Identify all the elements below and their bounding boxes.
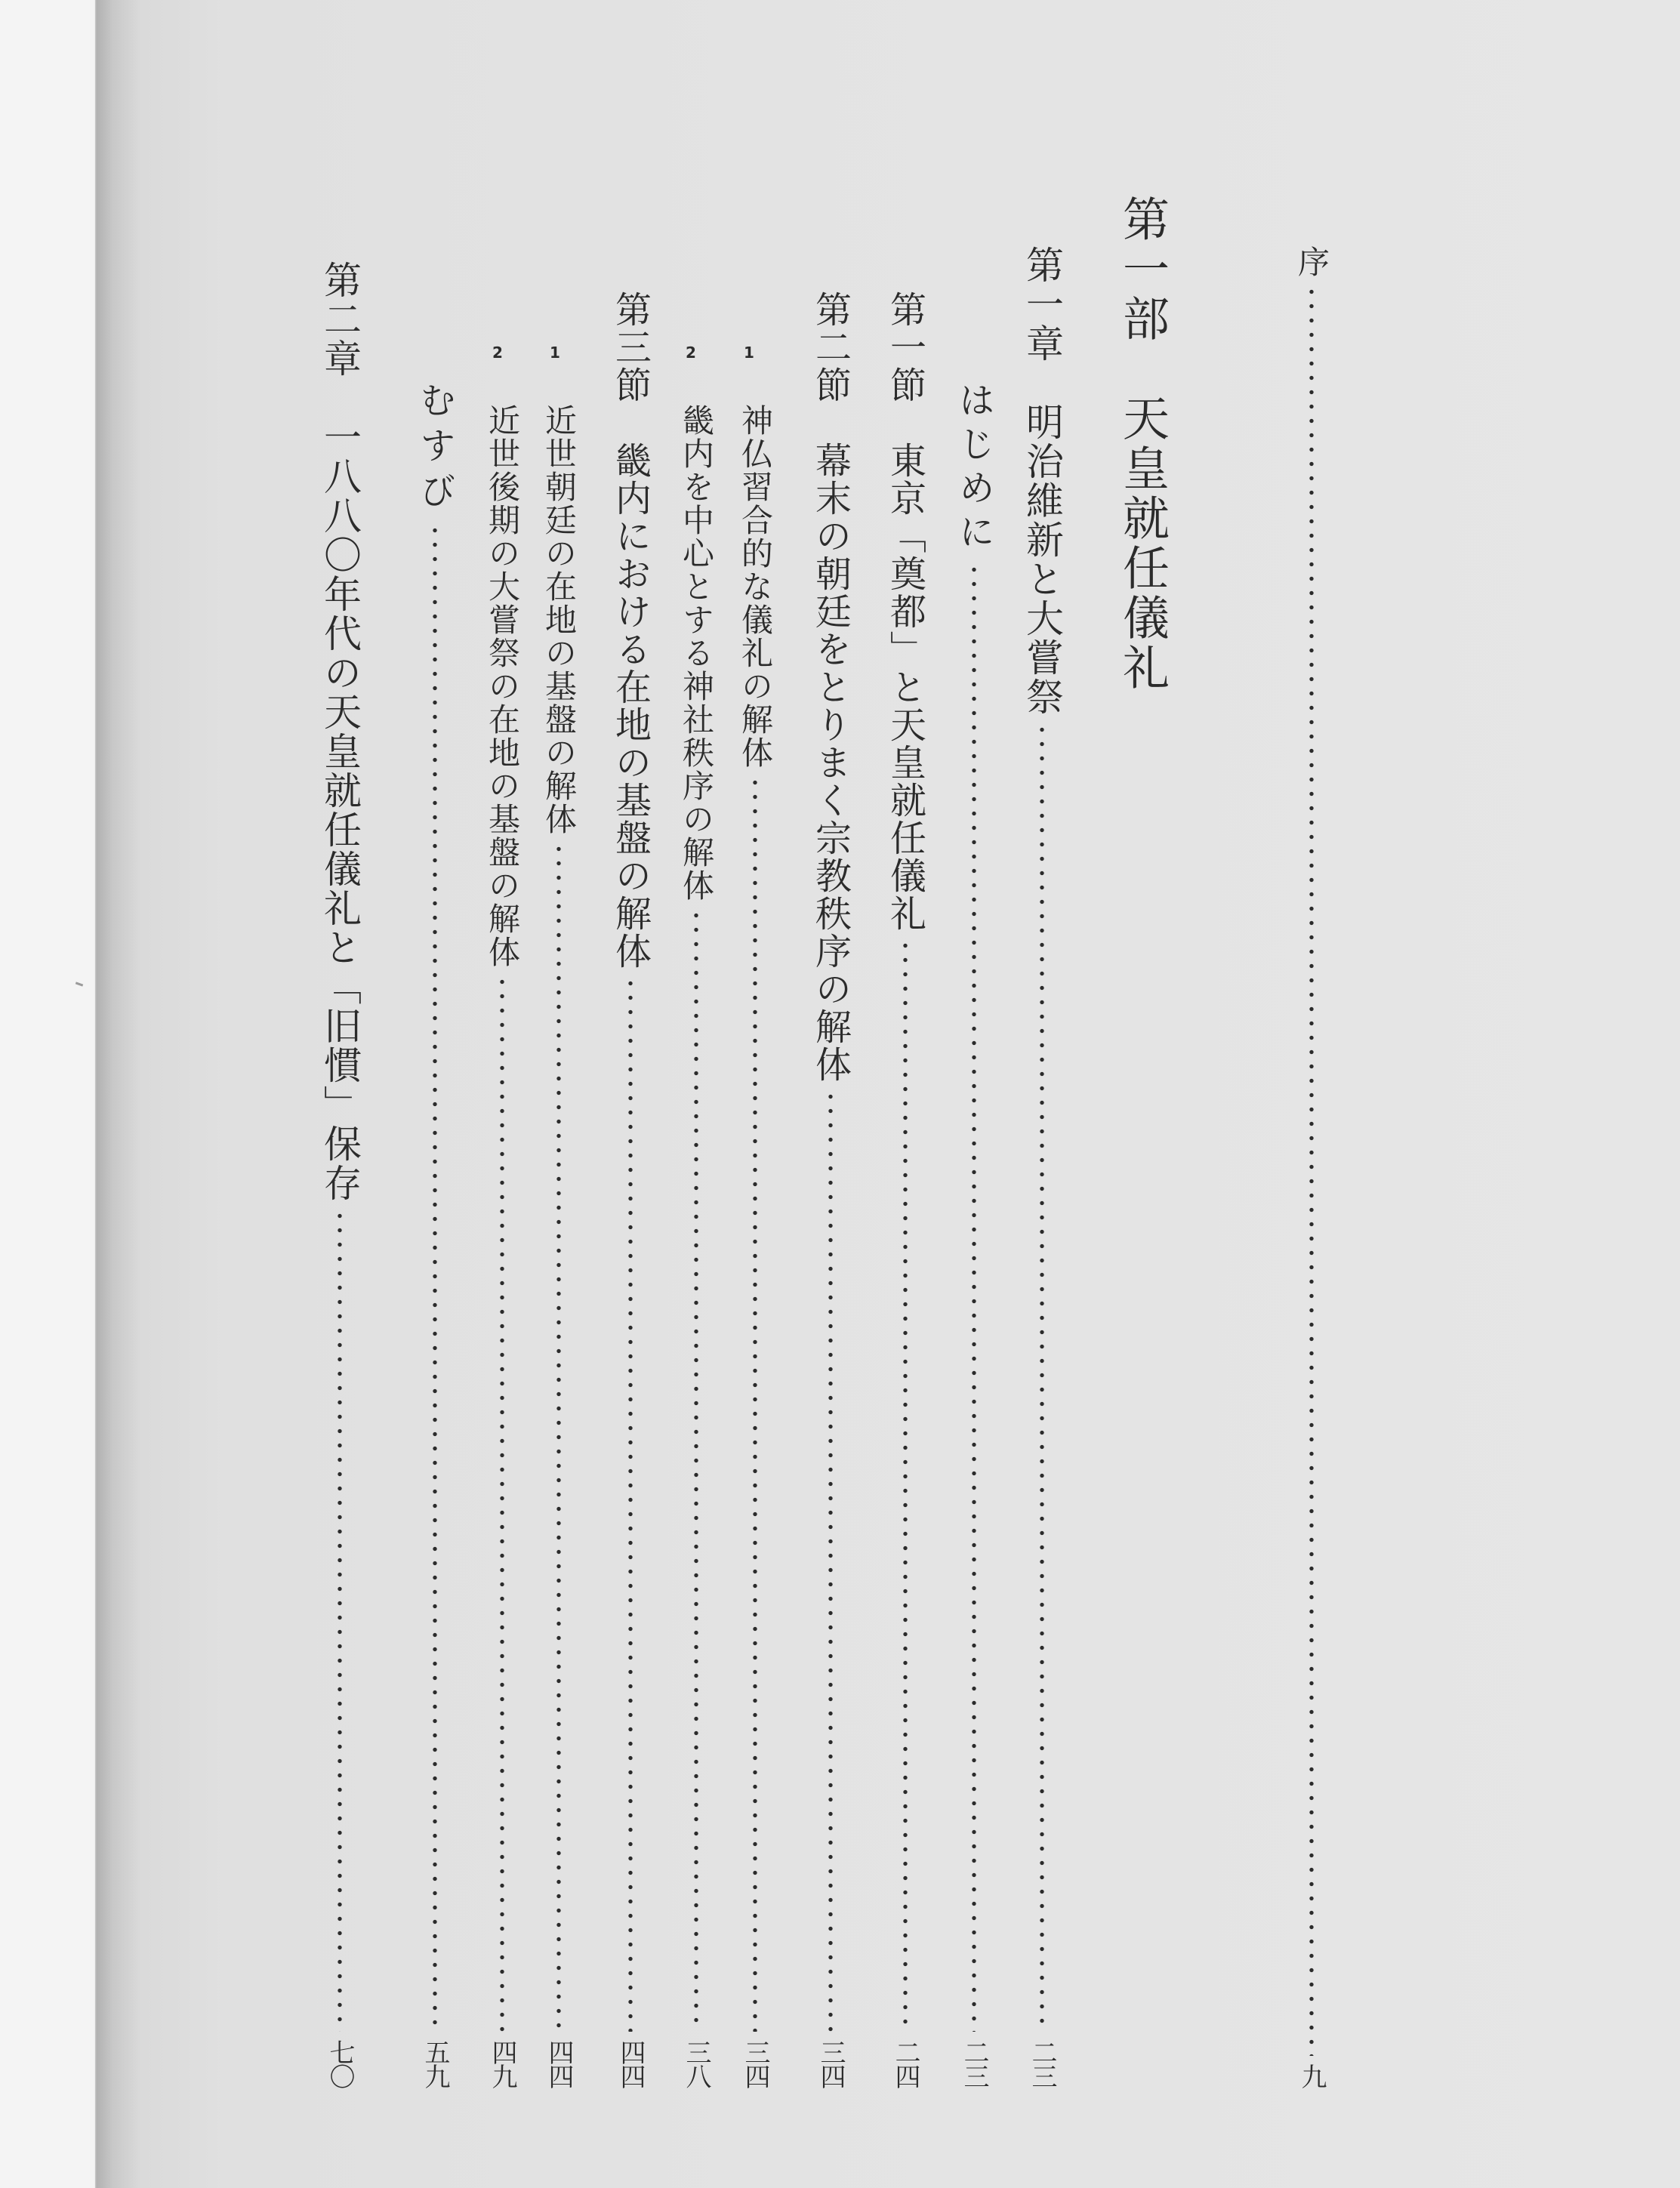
part-title: 第一部 天皇就任儀礼 bbox=[1114, 195, 1170, 693]
entry-title: 畿内を中心とする神社秩序の解体 bbox=[678, 404, 715, 902]
entry-title: 第二章 一八八〇年代の天皇就任儀礼と「旧慣」保存 bbox=[318, 260, 362, 1203]
page-number: 四九 bbox=[487, 2039, 517, 2088]
entry-title: 近世後期の大嘗祭の在地の基盤の解体 bbox=[484, 404, 521, 969]
leader-dots bbox=[556, 842, 561, 2032]
toc-entry-section-2 bbox=[800, 291, 861, 2088]
leader-dots bbox=[972, 562, 976, 2032]
entry-title: 第一節 東京「奠都」と天皇就任儀礼 bbox=[883, 291, 926, 932]
leader-dots bbox=[903, 938, 908, 2032]
toc-entry-preface bbox=[1281, 245, 1342, 2088]
spine-shadow bbox=[95, 0, 140, 2188]
leader-dots bbox=[628, 976, 633, 2032]
toc-entry-chapter-1 bbox=[1012, 245, 1072, 2088]
entry-title: 第一章 明治維新と大嘗祭 bbox=[1020, 245, 1064, 716]
toc-entry-chapter-2 bbox=[310, 260, 370, 2088]
leader-dots bbox=[433, 523, 437, 2032]
leader-dots bbox=[828, 1089, 833, 2032]
toc-entry-intro bbox=[944, 381, 1004, 2088]
leader-dots bbox=[1309, 285, 1314, 2056]
page-number: 三四 bbox=[740, 2039, 770, 2088]
leader-dots bbox=[500, 975, 504, 2032]
toc-part-1 bbox=[1105, 195, 1180, 693]
toc-entry-section-3 bbox=[600, 291, 661, 2088]
page-number: 二四 bbox=[890, 2039, 920, 2088]
leader-dots bbox=[694, 908, 698, 2032]
toc-entry-section-1 bbox=[875, 291, 936, 2088]
page-number: 二三 bbox=[1027, 2039, 1057, 2088]
entry-title: 第二節 幕末の朝廷をとりまく宗教秩序の解体 bbox=[809, 291, 852, 1083]
entry-title: むすび bbox=[413, 381, 456, 517]
item-number: 2 bbox=[686, 344, 696, 362]
item-number: 1 bbox=[550, 344, 560, 362]
item-number: 1 bbox=[744, 344, 754, 362]
toc-entry-section-3-1 bbox=[529, 404, 589, 2088]
leader-dots bbox=[1040, 723, 1044, 2032]
toc-entry-section-2-1 bbox=[725, 404, 785, 2088]
page-number: 三四 bbox=[815, 2039, 846, 2088]
page-number: 四四 bbox=[615, 2039, 646, 2088]
page-number: 七〇 bbox=[325, 2039, 355, 2088]
toc-entry-section-2-2 bbox=[666, 404, 726, 2088]
entry-title: 第三節 畿内における在地の基盤の解体 bbox=[609, 291, 652, 970]
toc-entry-conclusion bbox=[405, 381, 465, 2088]
page-number: 九 bbox=[1296, 2063, 1327, 2088]
leader-dots bbox=[753, 775, 757, 2032]
entry-title: 序 bbox=[1293, 245, 1330, 279]
page-number: 五九 bbox=[420, 2039, 450, 2088]
toc-entry-section-3-2 bbox=[472, 404, 532, 2088]
leader-dots bbox=[338, 1209, 342, 2032]
entry-title: 近世朝廷の在地の基盤の解体 bbox=[541, 404, 578, 836]
item-number: 2 bbox=[492, 344, 503, 362]
page-number: 二三 bbox=[959, 2039, 989, 2088]
entry-title: 神仏習合的な儀礼の解体 bbox=[737, 404, 774, 769]
stray-ink-mark bbox=[76, 982, 83, 986]
page-number: 三八 bbox=[681, 2039, 711, 2088]
page-number: 四四 bbox=[544, 2039, 574, 2088]
entry-title: はじめに bbox=[952, 381, 995, 556]
